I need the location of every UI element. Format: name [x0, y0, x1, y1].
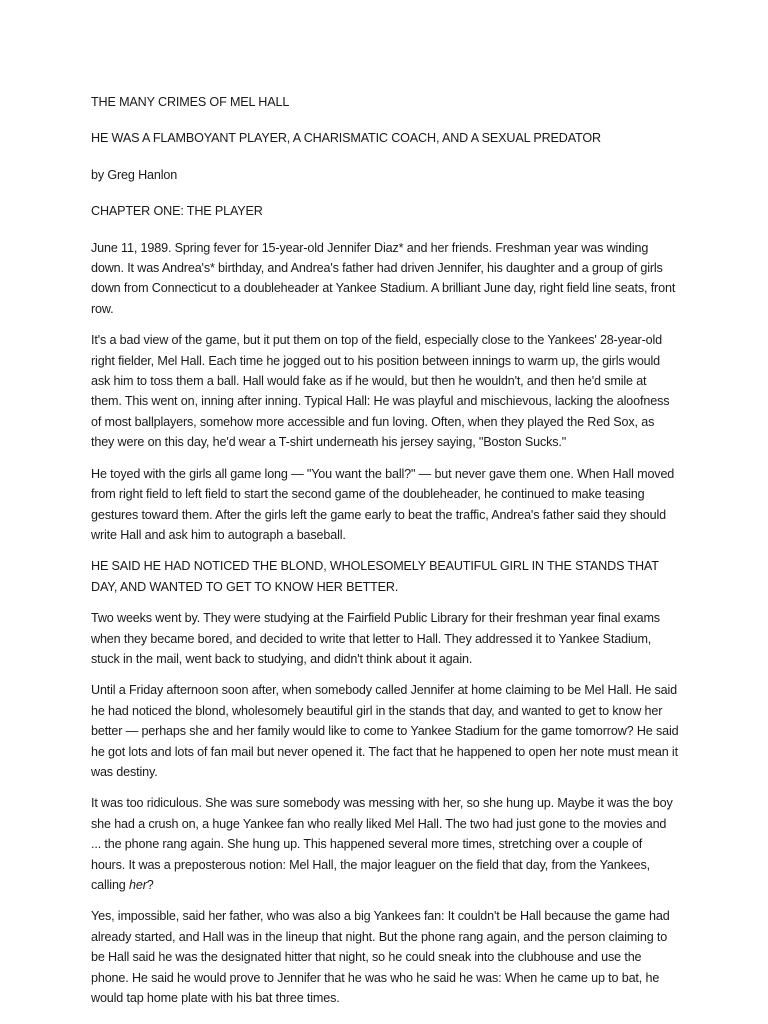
paragraph-7: Yes, impossible, said her father, who was also a big Yankees fan: It couldn't be Hall because the game had already started, and Hall was in the lineup that night. But the phone rang again, and the person claiming to be Hall said he was the designated hitter that night, so he could sneak into the clubhouse and use the phone. He said he would prove to Jennifer that he was who he said he was: When he came up to bat, he would tap home plate with his bat three times.	[91, 909, 670, 1006]
paragraph-4: Two weeks went by. They were studying at the Fairfield Public Library for their freshman year final exams when they became bored, and decided to write that letter to Hall. They addressed it to Yankee Stadium, stuck in the mail, went back to studying, and didn't think about it again.	[91, 611, 660, 666]
document-title: THE MANY CRIMES OF MEL HALL	[91, 95, 290, 109]
paragraph-6-end: ?	[146, 878, 154, 892]
paragraph-5: Until a Friday afternoon soon after, when somebody called Jennifer at home claiming to be Mel Hall. He said he had noticed the blond, wholesomely beautiful girl in the stands that day, and wanted to get to know her better — perhaps she and her family would like to come to Yankee Stadium for the game tomorrow? He said he got lots and lots of fan mail but never opened it. The fact that he happened to open her note must mean it was destiny.	[91, 683, 679, 779]
byline: by Greg Hanlon	[91, 167, 178, 182]
paragraph-3: He toyed with the girls all game long — "You want the ball?" — but never gave them one. When Hall moved from right field to left field to start the second game of the doubleheader, he continued to make teasing gestures toward them. After the girls left the game early to beat the traffic, Andrea's father said they should write Hall and ask him to autograph a baseball.	[91, 466, 675, 542]
paragraph-6-text: It was too ridiculous. She was sure somebody was messing with her, so she hung up. Maybe it was the boy she had a crush on, a huge Yankee fan who really liked Mel Hall. The two had just gone to the movies and ... the phone rang again. She hung up. This happened several more times, stretching over a couple of hours. It was a preposterous notion: Mel Hall, the major leaguer on the field that day, from the Yankees, calling	[91, 796, 673, 892]
paragraph-6	[91, 793, 679, 895]
paragraph-1: June 11, 1989. Spring fever for 15-year-old Jennifer Diaz* and her friends. Freshman year was winding down. It was Andrea's* birthday, and Andrea's father had driven Jennifer, his daughter and a group of girls down from Connecticut to a doubleheader at Yankee Stadium. A brilliant June day, right field line seats, front row.	[91, 240, 676, 316]
paragraph-2: It's a bad view of the game, but it put them on top of the field, especially close to the Yankees' 28-year-old right fielder, Mel Hall. Each time he jogged out to his position between innings to warm up, the girls would ask him to toss them a ball. Hall would fake as if he would, but then he wouldn't, and then he'd smile at them. This went on, inning after inning. Typical Hall: He was playful and mischievous, lacking the aloofness of most ballplayers, somehow more accessible and fun loving. Often, when they played the Red Sox, as they were on this day, he'd wear a T-shirt underneath his jersey saying, "Boston Sucks."	[91, 333, 670, 450]
document-subtitle: HE WAS A FLAMBOYANT PLAYER, A CHARISMATIC COACH, AND A SEXUAL PREDATOR	[91, 131, 601, 146]
paragraph-6-italic: her	[129, 878, 147, 892]
chapter-heading: CHAPTER ONE: THE PLAYER	[91, 204, 263, 219]
document-page	[91, 92, 679, 1019]
pull-quote: HE SAID HE HAD NOTICED THE BLOND, WHOLESOMELY BEAUTIFUL GIRL IN THE STANDS THAT DAY, AND WANTED TO GET TO KNOW HER BETTER.	[91, 559, 659, 594]
